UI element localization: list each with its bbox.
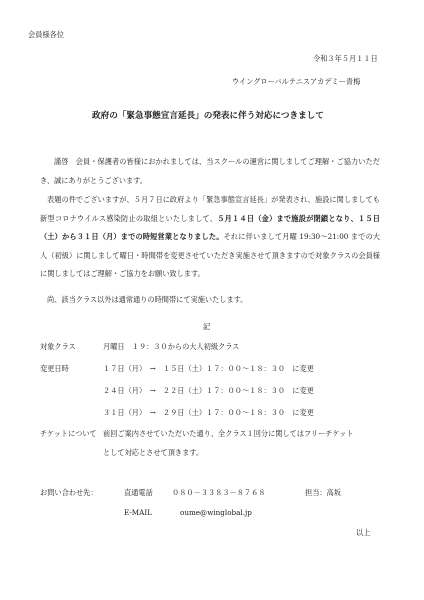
paragraph-note-text: 尚、該当クラス以外は通常通りの時間帯にて実施いたします。 (47, 295, 248, 304)
addressee: 会員様各位 (28, 30, 64, 39)
paragraph-main (40, 191, 380, 284)
issue-date: 令和３年５月１１日 (313, 54, 378, 63)
target-class-value: 月曜日 １９：３０からの大人初級クラス (103, 342, 240, 351)
target-class-label: 対象クラス (40, 342, 76, 351)
paragraph-greeting-text: 謹啓 会員・保護者の皆様におかれましては、当スクールの運営に関しましてご理解・ご協力いただき、誠にありがとうございます。 (40, 157, 380, 185)
ticket-text-line1: 前回ご案内させていただいた通り、全クラス１回分に関してはフリーチケット (103, 429, 354, 438)
contact-person: 担当：高坂 (305, 488, 341, 497)
paragraph-main-text-b: それに伴いまして月曜 19:30～21:00 までの大人（初級）に関しまして曜日・時間帯を変更させていただき実施させて頂きますので対象クラスの会員様に関しましてはご理解・ご協力をお願い致します。 (40, 232, 380, 278)
email-label: E-MAIL (124, 508, 152, 517)
paragraph-greeting (40, 153, 380, 190)
document-title: 政府の「緊急事態宣言延長」の発表に伴う対応につきまして (92, 111, 324, 121)
ticket-text-line2: として対応とさせて頂きます。 (103, 448, 204, 457)
change-row-1: １７日（月） → １５日（土）１７：００～１８：３０ に変更 (103, 364, 314, 373)
sender-name: ウイングローバルテニスアカデミー青梅 (232, 77, 361, 86)
change-row-3: ３１日（月） → ２９日（土）１７：００～１８：３０ に変更 (103, 408, 314, 417)
change-date-label: 変更日時 (40, 364, 69, 373)
paragraph-note (40, 291, 380, 310)
closing-remark: 以上 (356, 528, 371, 537)
ticket-label: チケットについて (40, 429, 97, 438)
highlighted-closure-notice: ５月１４日（金）まで施設が閉鎖となり、１５日（土）から３１日（月）までの時短営業となりました。 (40, 213, 380, 241)
change-row-2: ２４日（月） → ２２日（土）１７：００～１８：３０ に変更 (103, 386, 314, 395)
ki-heading: 記 (203, 322, 211, 331)
email-address[interactable]: oume@winglobal.jp (180, 508, 252, 517)
contact-label: お問い合わせ先： (40, 488, 98, 497)
paragraph-main-text-a: 表題の件でございますが、５月７日に政府より「緊急事態宣言延長」が発表され、施設に関しましても新型コロナウイルス感染防止の取組といたしまして、 (40, 195, 380, 223)
phone-number: ０８０－３３８３－８７６８ (172, 488, 266, 497)
phone-label: 直通電話 (124, 488, 153, 497)
